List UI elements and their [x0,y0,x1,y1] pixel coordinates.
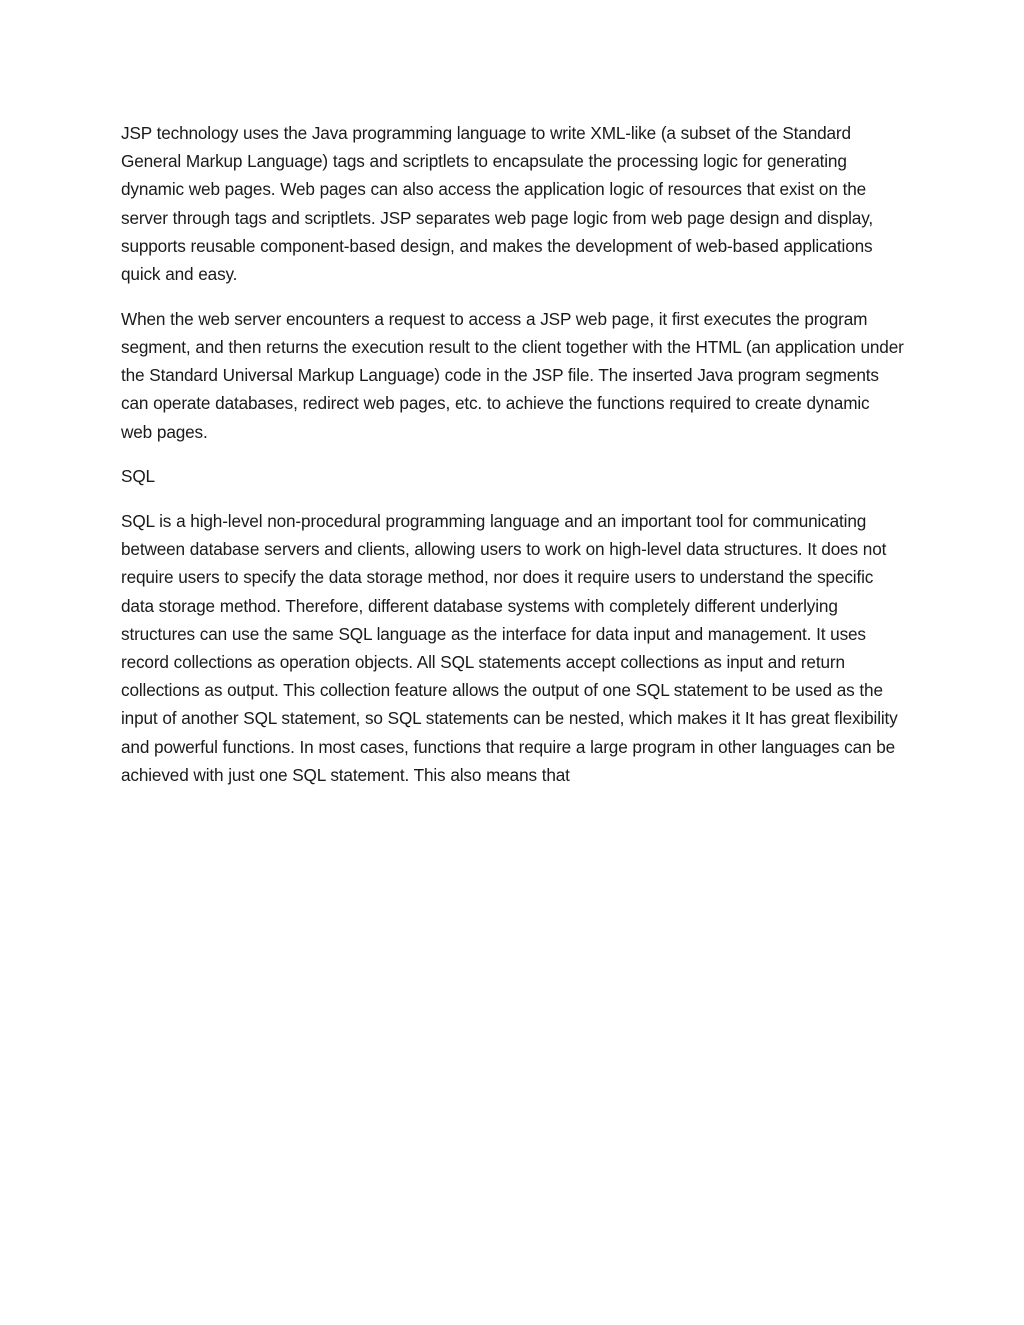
paragraph-jsp-execution: When the web server encounters a request to access a JSP web page, it first executes the program segment, and then returns the execution result to the client together with the HTML (an application under the Standard Universal Markup Language) code in the JSP file. The inserted Java program segments can operate databases, redirect web pages, etc. to achieve the functions required to create dynamic web pages. [121,308,904,442]
section-heading-sql: SQL [121,466,155,487]
paragraph-sql-description: SQL is a high-level non-procedural programming language and an important tool for communicating between database servers and clients, allowing users to work on high-level data structures. It does not require users to specify the data storage method, nor does it require users to understand the specific data storage method. Therefore, different database systems with completely different underlying structures can use the same SQL language as the interface for data input and management. It uses record collections as operation objects. All SQL statements accept collections as input and return collections as output. This collection feature allows the output of one SQL statement to be used as the input of another SQL statement, so SQL statements can be nested, which makes it It has great flexibility and powerful functions. In most cases, functions that require a large program in other languages can be achieved with just one SQL statement. This also means that [121,510,898,785]
document-body [121,119,905,805]
paragraph-jsp-intro: JSP technology uses the Java programming language to write XML-like (a subset of the Standard General Markup Language) tags and scriptlets to encapsulate the processing logic for generating dynamic web pages. Web pages can also access the application logic of resources that exist on the server through tags and scriptlets. JSP separates web page logic from web page design and display, supports reusable component-based design, and makes the development of web-based applications quick and easy. [121,123,873,285]
